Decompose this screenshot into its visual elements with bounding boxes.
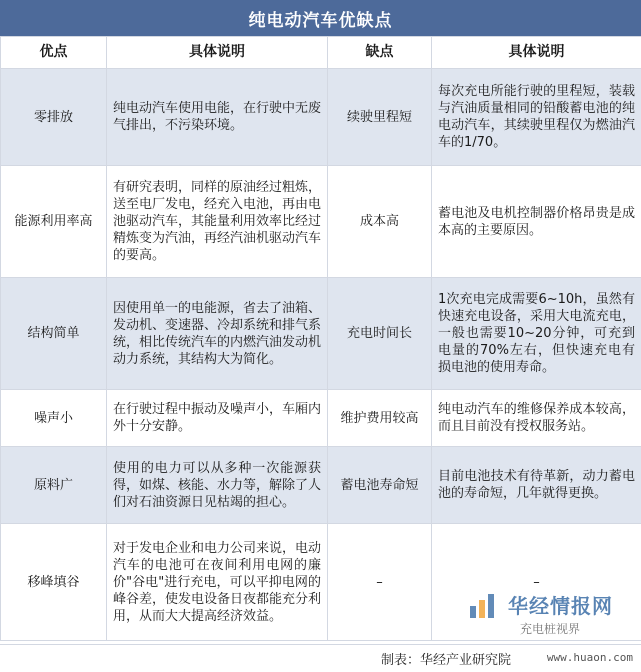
disadvantage-desc-cell: 蓄电池及电机控制器价格昂贵是成本高的主要原因。	[432, 166, 641, 278]
advantage-cell: 零排放	[1, 69, 107, 166]
disadvantage-desc-cell: –	[432, 524, 641, 641]
header-advantage: 优点	[1, 37, 107, 69]
advantage-cell: 原料广	[1, 447, 107, 524]
advantage-desc-cell: 因使用单一的电能源，省去了油箱、发动机、变速器、冷却系统和排气系统，相比传统汽车的内燃汽油发动机动力系统，其结构大为简化。	[107, 278, 328, 390]
disadvantage-desc-cell: 1次充电完成需要6~10h，虽然有快速充电设备，采用大电流充电，一般也需要10~20分钟，可充到电量的70%左右，但快速充电有损电池的使用寿命。	[432, 278, 641, 390]
watermark-brand: 华经情报网	[508, 590, 613, 619]
header-disadvantage: 缺点	[328, 37, 432, 69]
table-row	[1, 524, 641, 641]
watermark-sub: 充电桩视界	[520, 620, 580, 637]
footer	[0, 644, 641, 672]
table-row	[1, 166, 641, 278]
disadvantage-cell: 续驶里程短	[328, 69, 432, 166]
disadvantage-cell: 充电时间长	[328, 278, 432, 390]
advantage-desc-cell: 使用的电力可以从多种一次能源获得，如煤、核能、水力等，解除了人们对石油资源日见枯竭的担心。	[107, 447, 328, 524]
pros-cons-table	[0, 36, 641, 641]
advantage-desc-cell: 在行驶过程中振动及噪声小，车厢内外十分安静。	[107, 390, 328, 447]
advantage-desc-cell: 纯电动汽车使用电能，在行驶中无废气排出，不污染环境。	[107, 69, 328, 166]
disadvantage-desc-cell: 每次充电所能行驶的里程短，装载与汽油质量相同的铅酸蓄电池的纯电动汽车，其续驶里程仅为燃油汽车的1/70。	[432, 69, 641, 166]
advantage-cell: 移峰填谷	[1, 524, 107, 641]
source-note: 制表：华经产业研究院	[381, 649, 511, 668]
disadvantage-cell: 蓄电池寿命短	[328, 447, 432, 524]
advantage-desc-cell: 对于发电企业和电力公司来说，电动汽车的电池可在夜间利用电网的廉价"谷电"进行充电，可以平抑电网的峰谷差，使发电设备日夜都能充分利用，从而大大提高经济效益。	[107, 524, 328, 641]
header-advantage-desc: 具体说明	[107, 37, 328, 69]
source-url: www.huaon.com	[547, 651, 633, 664]
table-row	[1, 278, 641, 390]
header-row	[1, 37, 641, 69]
table-title: 纯电动汽车优缺点	[0, 0, 641, 36]
advantage-cell: 能源利用率高	[1, 166, 107, 278]
table-row	[1, 447, 641, 524]
disadvantage-desc-cell: 纯电动汽车的维修保养成本较高，而且目前没有授权服务站。	[432, 390, 641, 447]
advantage-cell: 噪声小	[1, 390, 107, 447]
disadvantage-desc-cell: 目前电池技术有待革新，动力蓄电池的寿命短，几年就得更换。	[432, 447, 641, 524]
disadvantage-cell: –	[328, 524, 432, 641]
advantage-desc-cell: 有研究表明，同样的原油经过粗炼，送至电厂发电，经充入电池，再由电池驱动汽车，其能量利用效率比经过精炼变为汽油，再经汽油机驱动汽车的要高。	[107, 166, 328, 278]
disadvantage-cell: 成本高	[328, 166, 432, 278]
table-row	[1, 69, 641, 166]
table-row	[1, 390, 641, 447]
advantage-cell: 结构简单	[1, 278, 107, 390]
header-disadvantage-desc: 具体说明	[432, 37, 641, 69]
disadvantage-cell: 维护费用较高	[328, 390, 432, 447]
